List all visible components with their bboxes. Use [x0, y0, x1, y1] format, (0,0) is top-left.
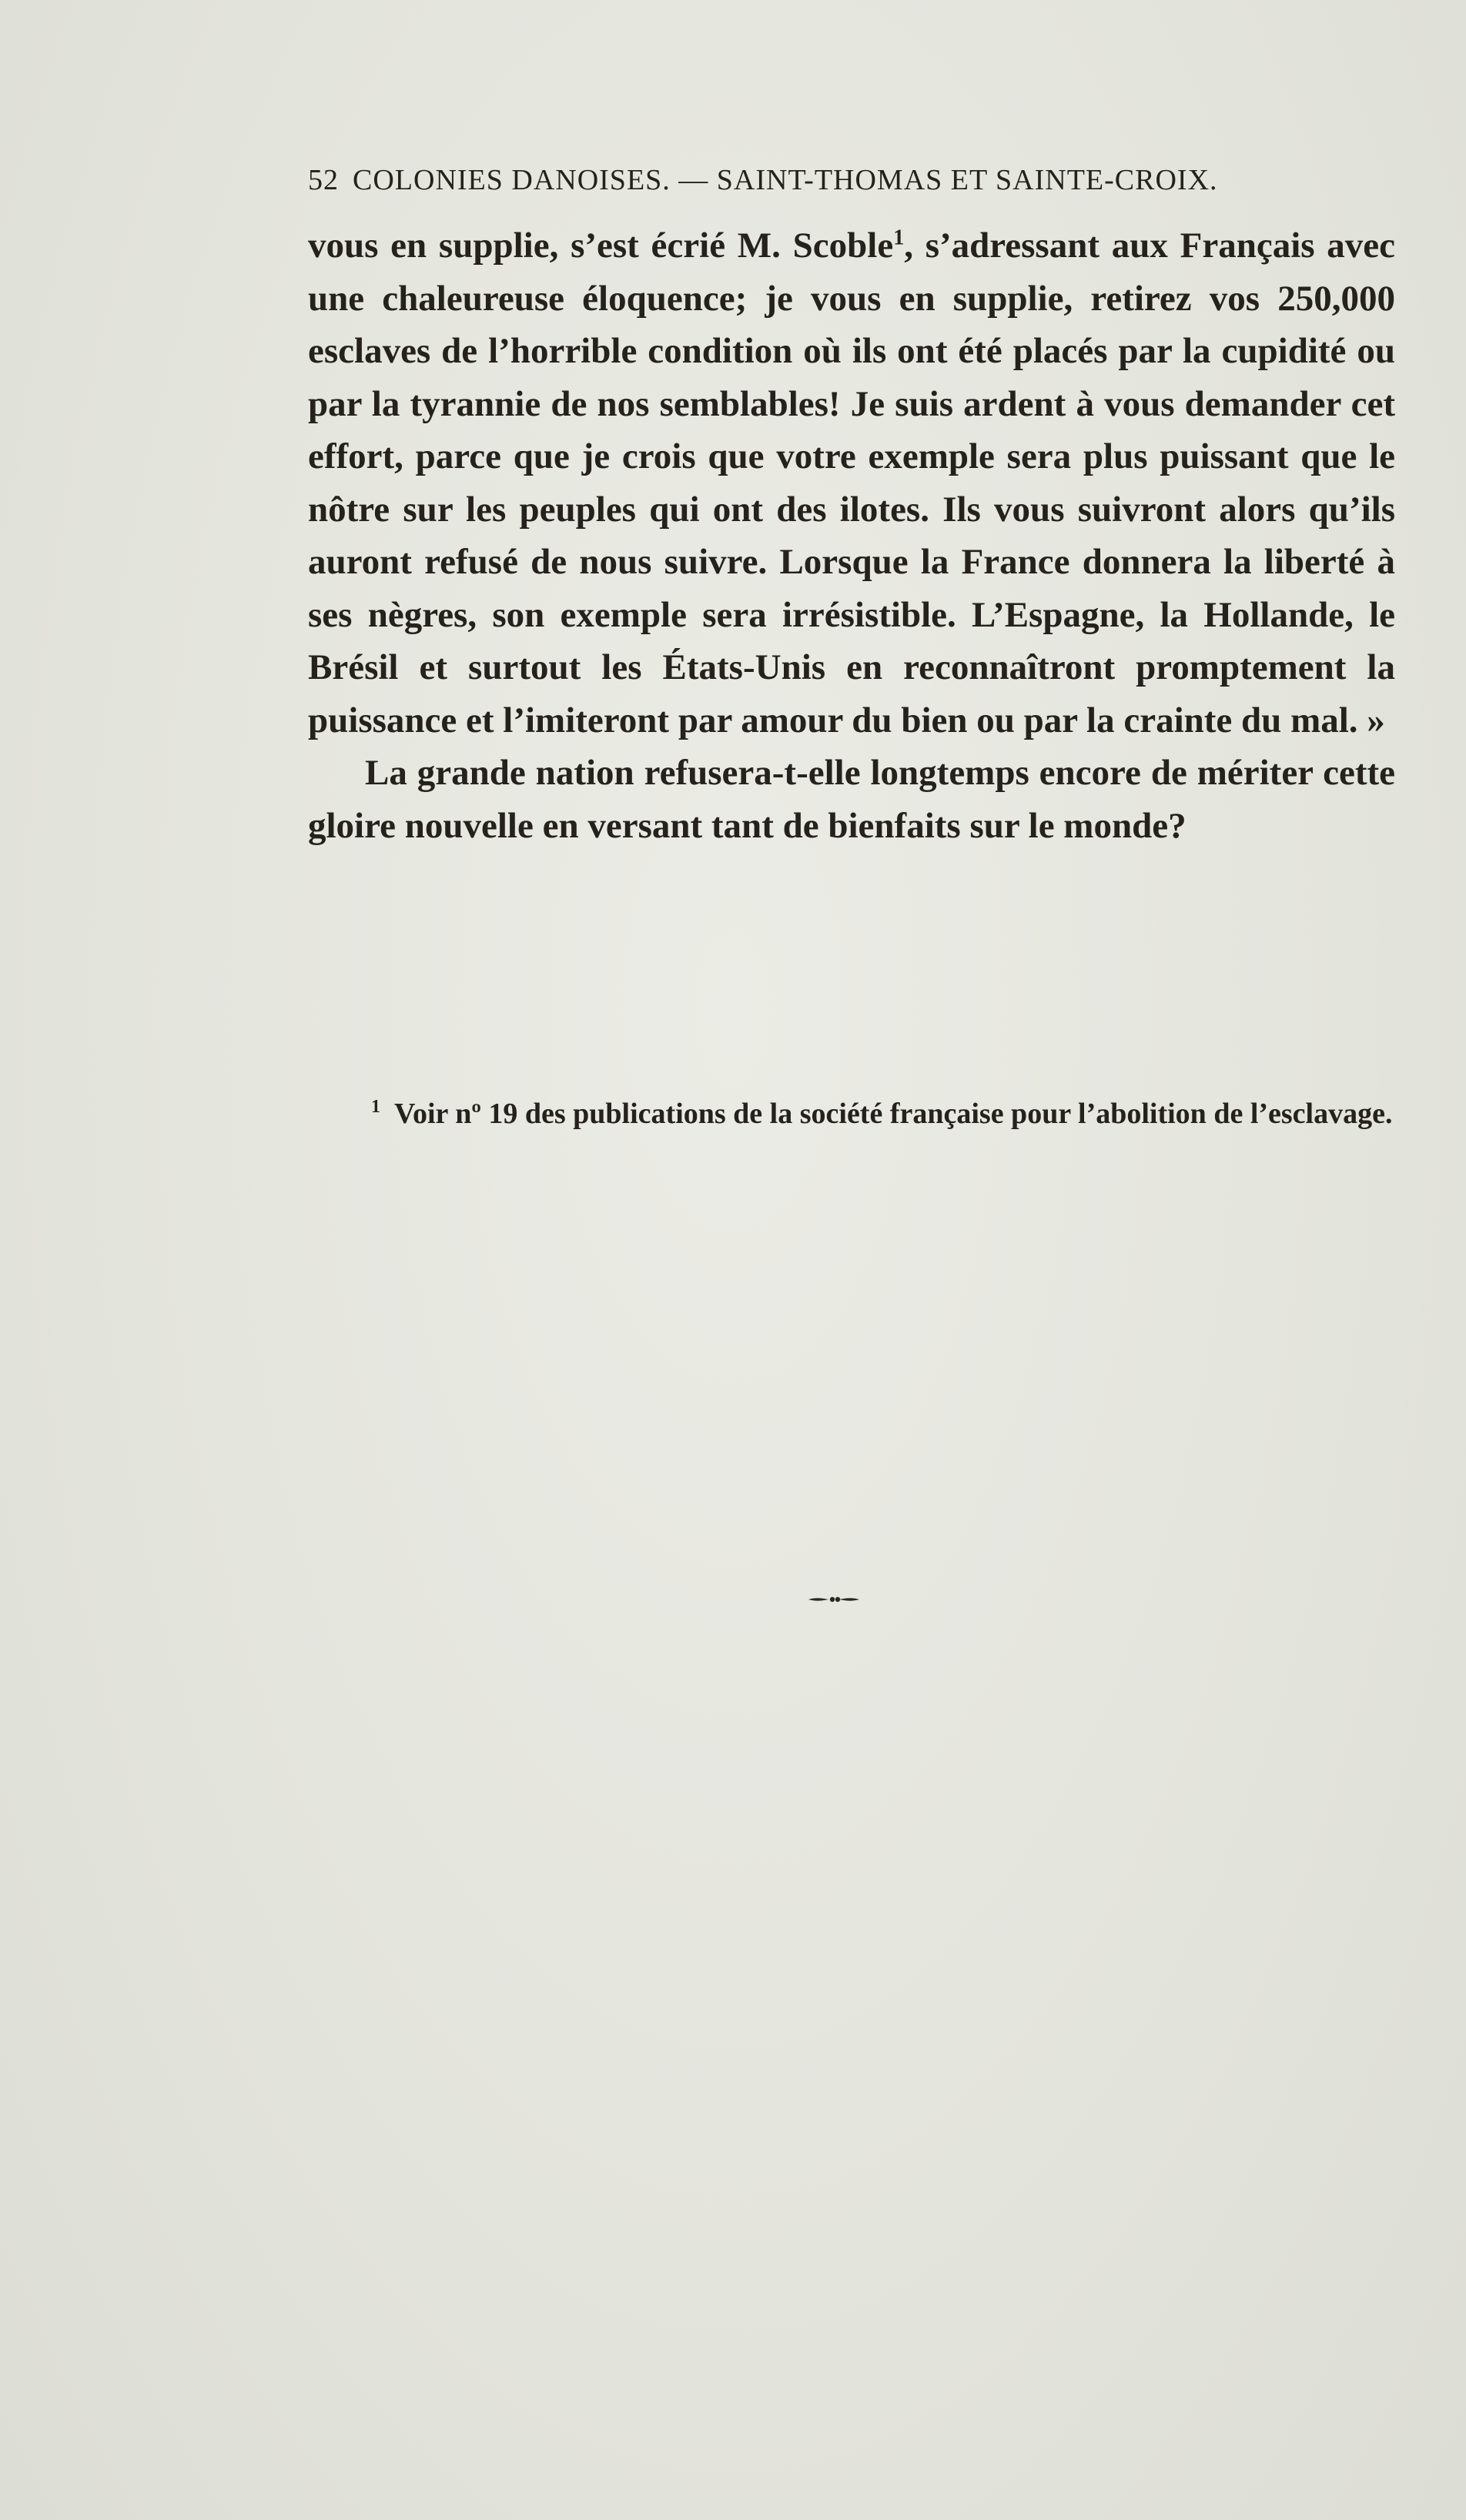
ornament-rule-icon: [808, 1595, 859, 1604]
running-title: COLONIES DANOISES. — SAINT-THOMAS ET SAINTE-CROIX.: [353, 164, 1218, 196]
footnote-text: Voir nº 19 des publications de la société française pour l’abolition de l’esclavage.: [394, 1098, 1393, 1130]
paragraph-conclusion: La grande nation refusera-t-elle longtemps encore de mériter cette gloire nouvelle en versant tant de bienfaits sur le monde?: [308, 753, 1395, 846]
footnote-reference[interactable]: 1: [893, 226, 905, 250]
paragraph-quote-text-end: , s’adressant aux Français avec une chaleureuse éloquence; je vous en supplie, retirez vos 250,000 esclaves de l’horrible condition où ils ont été placés par la cupidité ou par la tyrannie de nos semblables! Je suis ardent à vous demander cet effort, parce que je crois que votre exemple sera plus puissant que le nôtre sur les peuples qui ont des ilotes. Ils vous suivront alors qu’ils auront refusé de nous suivre. Lorsque la France donnera la liberté à ses nègres, son exemple sera irrésistible. L’Espagne, la Hollande, le Brésil et surtout les États-Unis en reconnaîtront promptement la puissance et l’imiteront par amour du bien ou par la crainte du mal. »: [308, 226, 1396, 740]
running-head: [308, 163, 1394, 197]
paragraph-quote: [308, 219, 1395, 747]
paragraph-quote-text-start: vous en supplie, s’est écrié M. Scoble: [308, 226, 894, 266]
footnote-marker: 1: [371, 1097, 380, 1118]
page-number: 52: [308, 164, 339, 196]
footnote: [308, 1093, 1395, 1135]
main-text: [308, 219, 1395, 852]
